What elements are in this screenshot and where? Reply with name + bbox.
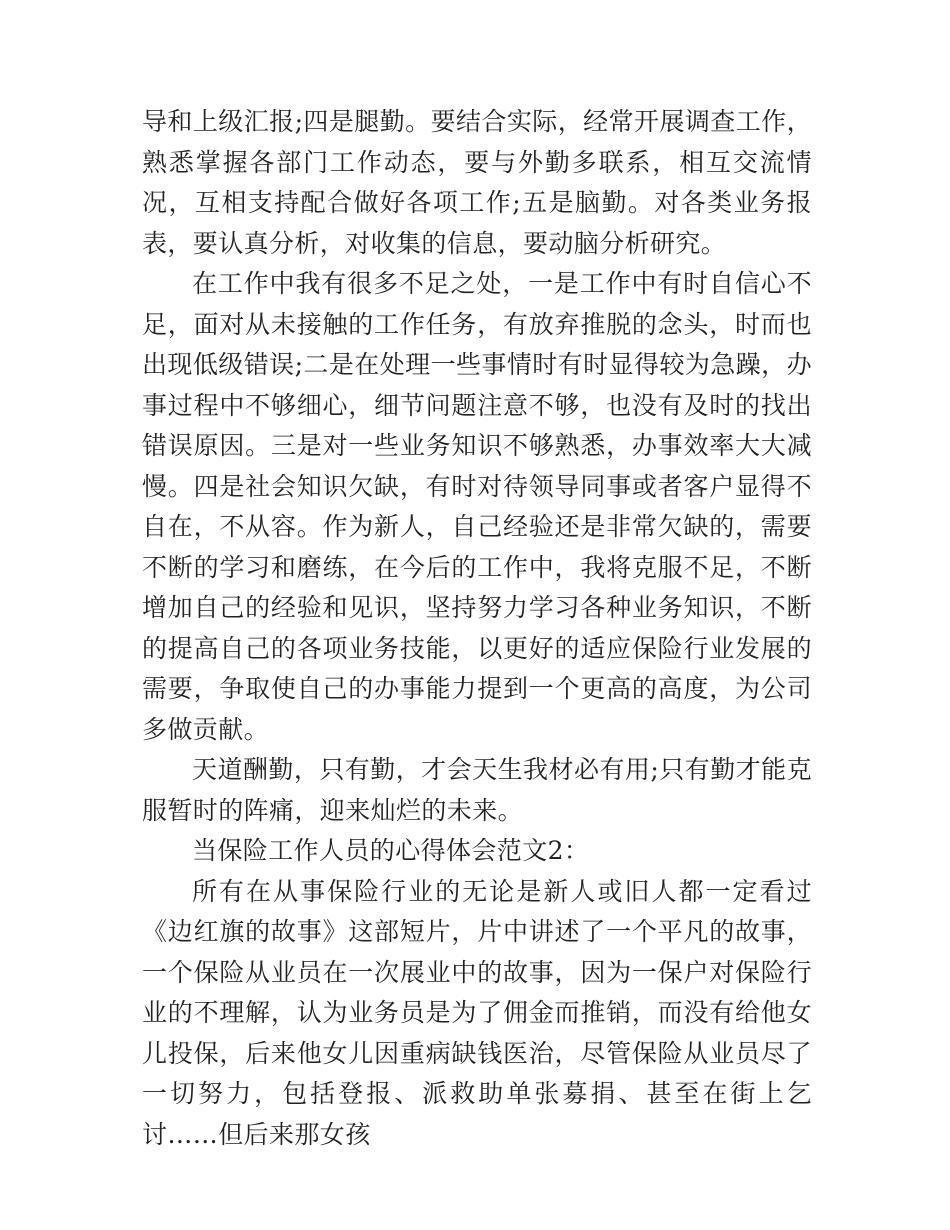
section-heading-sample-2: 当保险工作人员的心得体会范文2： — [192, 836, 590, 865]
paragraph-continuation: 导和上级汇报;四是腿勤。要结合实际，经常开展调查工作，熟悉掌握各部门工作动态，要与外勤多联系，相互交流情况，互相支持配合做好各项工作;五是脑勤。对各类业务报表，要认真分析，对收集的信息，要动脑分析研究。 — [142, 107, 812, 258]
document-body — [142, 102, 812, 1155]
paragraph-shortcomings: 在工作中我有很多不足之处，一是工作中有时自信心不足，面对从未接触的工作任务，有放弃推脱的念头，时而也出现低级错误;二是在处理一些事情时有时显得较为急躁，办事过程中不够细心，细节问题注意不够，也没有及时的找出错误原因。三是对一些业务知识不够熟悉，办事效率大大减慢。四是社会知识欠缺，有时对待领导同事或者客户显得不自在，不从容。作为新人，自己经验还是非常欠缺的，需要不断的学习和磨练，在今后的工作中，我将克服不足，不断增加自己的经验和见识，坚持努力学习各种业务知识，不断的提高自己的各项业务技能，以更好的适应保险行业发展的需要，争取使自己的办事能力提到一个更高的高度，为公司多做贡献。 — [142, 269, 812, 744]
paragraph-diligence: 天道酬勤，只有勤，才会天生我材必有用;只有勤才能克服暂时的阵痛，迎来灿烂的未来。 — [142, 755, 812, 825]
paragraph-story: 所有在从事保险行业的无论是新人或旧人都一定看过《边红旗的故事》这部短片，片中讲述了一个平凡的故事，一个保险从业员在一次展业中的故事，因为一保户对保险行业的不理解，认为业务员是为了佣金而推销，而没有给他女儿投保，后来他女儿因重病缺钱医治，尽管保险从业员尽了一切努力，包括登报、派救助单张募捐、甚至在街上乞讨……但后来那女孩 — [142, 876, 812, 1149]
